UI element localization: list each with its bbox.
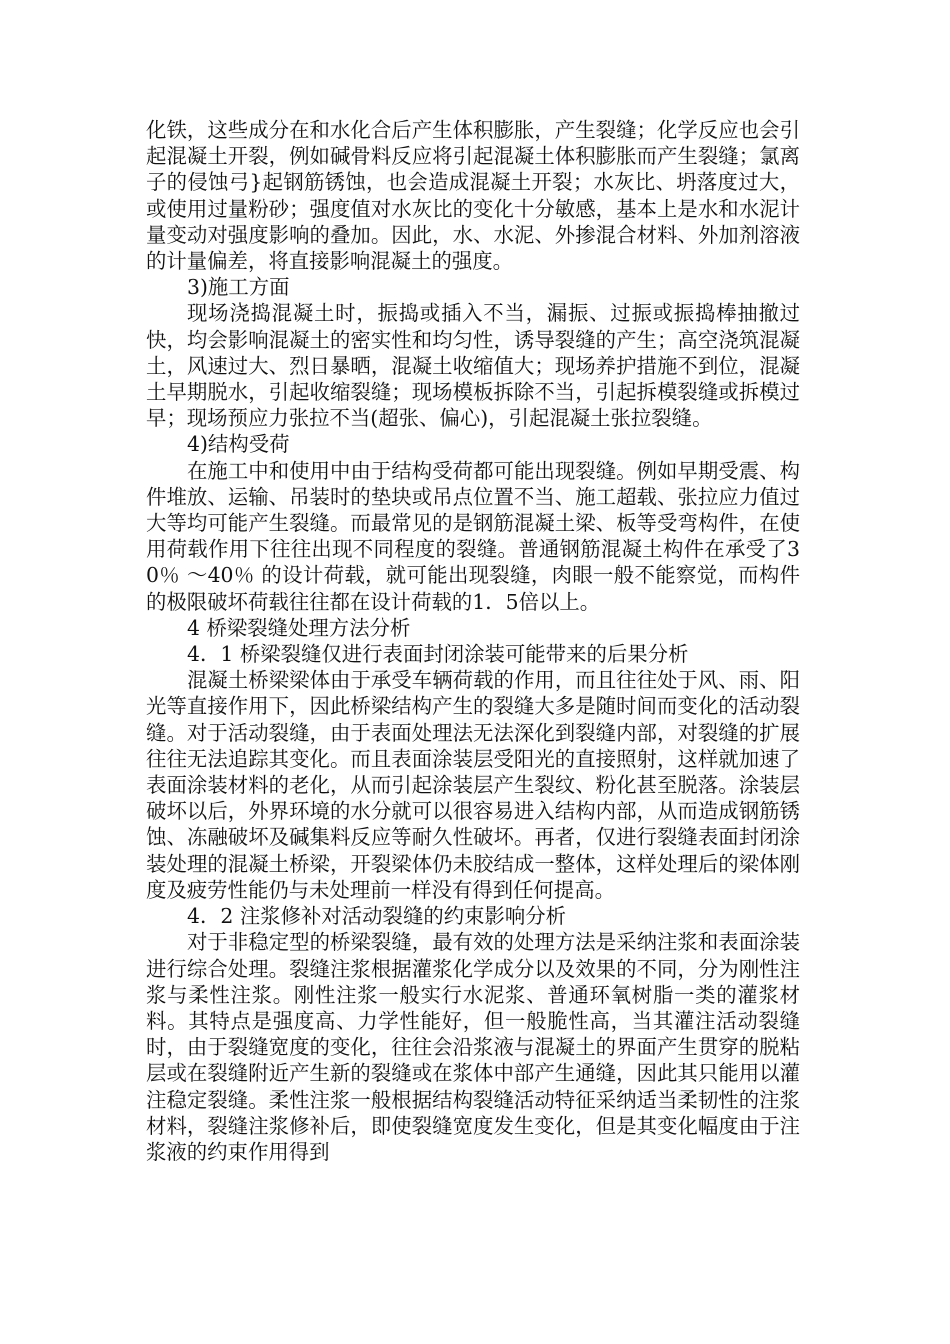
subheading-structural-load: 4)结构受荷 — [187, 432, 290, 457]
paragraph-surface-coating: 混凝土桥梁梁体由于承受车辆荷载的作用，而且往往处于风、雨、阳光等直接作用下，因此桥梁结构产生的裂缝大多是随时间而变化的活动裂缝。对于活动裂缝，由于表面处理法无法深化到裂缝内部，对裂缝的扩展往往无法追踪其变化。而且表面涂装层受阳光的直接照射，这样就加速了表面涂装材料的老化，从而引起涂装层产生裂纹、粉化甚至脱落。涂装层破坏以后，外界环境的水分就可以很容易进入结构内部，从而造成钢筋锈蚀、冻融破坏及碱集料反应等耐久性破坏。再者，仅进行裂缝表面封闭涂装处理的混凝土桥梁，开裂梁体仍未胶结成一整体，这样处理后的梁体刚度及疲劳性能仍与未处理前一样没有得到任何提高。 — [146, 668, 800, 902]
paragraph-structural-load: 在施工中和使用中由于结构受荷都可能出现裂缝。例如早期受震、构件堆放、运输、吊装时的垫块或吊点位置不当、施工超载、张拉应力值过大等均可能产生裂缝。而最常见的是钢筋混凝土梁、板等受弯构件，在使用荷载作用下往往出现不同程度的裂缝。普通钢筋混凝土构件在承受了30％ ～40％ 的设计荷载，就可能出现裂缝，肉眼一般不能察觉，而构件的极限破坏荷载往往都在设计荷载的1．5倍以上。 — [146, 458, 800, 614]
section-heading-4-2: 4．2 注浆修补对活动裂缝的约束影响分析 — [187, 904, 567, 929]
subheading-construction: 3)施工方面 — [187, 275, 290, 300]
paragraph-construction: 现场浇捣混凝土时，振捣或插入不当，漏振、过振或振捣棒抽撤过快，均会影响混凝土的密实性和均匀性，诱导裂缝的产生；高空浇筑混凝土，风速过大、烈日暴晒，混凝土收缩值大；现场养护措施不到位，混凝土早期脱水，引起收缩裂缝；现场模板拆除不当，引起拆模裂缝或拆模过早；现场预应力张拉不当(超张、偏心)，引起混凝土张拉裂缝。 — [146, 301, 800, 431]
paragraph-chemical-causes: 化铁，这些成分在和水化合后产生体积膨胀，产生裂缝；化学反应也会引起混凝土开裂，例如碱骨料反应将引起混凝土体积膨胀而产生裂缝；氯离子的侵蚀弓}起钢筋锈蚀，也会造成混凝土开裂；水灰比、坍落度过大，或使用过量粉砂；强度值对水灰比的变化十分敏感，基本上是水和水泥计量变动对强度影响的叠加。因此，水、水泥、外掺混合材料、外加剂溶液的计量偏差，将直接影响混凝土的强度。 — [146, 118, 800, 274]
paragraph-grouting: 对于非稳定型的桥梁裂缝，最有效的处理方法是采纳注浆和表面涂装进行综合处理。裂缝注浆根据灌浆化学成分以及效果的不同，分为刚性注浆与柔性注浆。刚性注浆一般实行水泥浆、普通环氧树脂一类的灌浆材料。其特点是强度高、力学性能好，但一般脆性高，当其灌注活动裂缝时，由于裂缝宽度的变化，往往会沿浆液与混凝土的界面产生贯穿的脱粘层或在裂缝附近产生新的裂缝或在浆体中部产生通缝，因此其只能用以灌注稳定裂缝。柔性注浆一般根据结构裂缝活动特征采纳适当柔韧性的注浆材料，裂缝注浆修补后，即使裂缝宽度发生变化，但是其变化幅度由于注浆液的约束作用得到 — [146, 930, 800, 1164]
body-text — [146, 117, 800, 1165]
section-heading-4: 4 桥梁裂缝处理方法分析 — [187, 615, 411, 640]
section-heading-4-1: 4．1 桥梁裂缝仅进行表面封闭涂装可能带来的后果分析 — [187, 642, 689, 667]
